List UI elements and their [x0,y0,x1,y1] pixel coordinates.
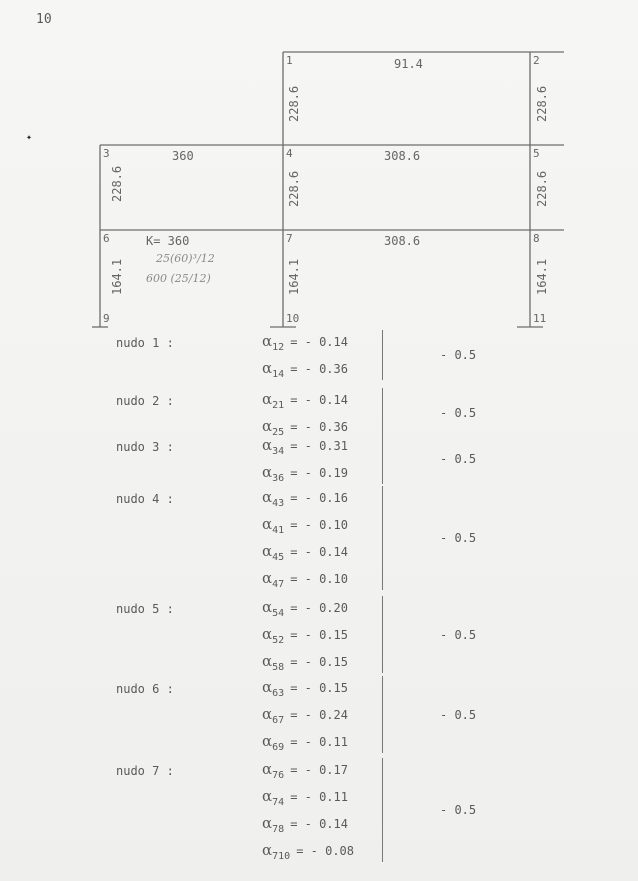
factor-sum: - 0.5 [440,627,477,642]
span-label: 164.1 [287,258,301,295]
distribution-factor [262,678,348,699]
alpha-symbol: α [262,390,273,408]
factor-value: = - 0.31 [290,439,348,453]
alpha-symbol: α [262,436,273,454]
factor-subscript: 52 [272,635,285,646]
span-label: 308.6 [384,149,421,163]
span-label: 228.6 [535,170,549,207]
factor-value: = - 0.15 [290,655,348,669]
node-number: 7 [286,232,293,245]
factor-subscript: 74 [272,797,285,808]
span-label: 228.6 [110,165,124,202]
frame-diagram [0,0,638,340]
alpha-symbol: α [262,332,273,350]
factor-subscript: 14 [272,369,285,380]
node-number: 8 [533,232,540,245]
node-label: nudo 2 : [116,394,174,408]
factor-value: = - 0.10 [290,572,348,586]
alpha-symbol: α [262,542,273,560]
factor-value: = - 0.24 [290,708,348,722]
span-label: 228.6 [287,85,301,122]
node-label: nudo 3 : [116,440,174,454]
sum-brace [374,330,383,380]
node-number: 11 [533,312,547,325]
alpha-symbol: α [262,625,273,643]
factor-value: = - 0.36 [290,362,348,376]
distribution-factor [262,488,348,509]
distribution-factor [262,705,348,726]
distribution-factor [262,417,348,438]
alpha-symbol: α [262,359,273,377]
alpha-symbol: α [262,417,273,435]
alpha-symbol: α [262,787,273,805]
node-number: 6 [103,232,110,245]
factor-subscript: 69 [272,742,285,753]
alpha-symbol: α [262,732,273,750]
distribution-factor [262,515,348,536]
factor-value: = - 0.08 [296,844,354,858]
factor-subscript: 710 [272,851,291,862]
factor-sum: - 0.5 [440,406,477,420]
node-label: nudo 5 : [116,602,174,616]
alpha-symbol: α [262,515,273,533]
alpha-symbol: α [262,760,273,778]
distribution-factor [262,436,348,457]
factor-subscript: 54 [272,608,285,619]
factor-value: = - 0.16 [290,491,348,505]
span-label: 228.6 [535,85,549,122]
handwritten-note: 600 (25/12) [146,272,211,285]
factor-value: = - 0.15 [290,628,348,642]
factor-subscript: 36 [272,473,285,484]
node-label: nudo 4 : [116,492,174,506]
factor-subscript: 58 [272,662,285,673]
span-label: 360 [172,149,194,163]
span-label: 91.4 [394,57,423,71]
alpha-symbol: α [262,463,273,481]
factor-sum: - 0.5 [440,531,477,545]
alpha-symbol: α [262,598,273,616]
alpha-symbol: α [262,678,273,696]
alpha-symbol: α [262,841,273,859]
distribution-factor [262,814,348,835]
node-number: 3 [103,147,110,160]
distribution-factor [262,463,348,484]
factor-subscript: 63 [272,688,285,699]
distribution-factor [262,569,348,590]
factor-value: = - 0.14 [290,545,348,559]
factor-value: = - 0.20 [290,601,348,615]
factor-value: = - 0.15 [290,681,348,695]
span-label: 308.6 [384,234,421,248]
node-number: 10 [286,312,300,325]
alpha-symbol: α [262,705,273,723]
factor-value: = - 0.11 [290,790,348,804]
node-label: nudo 1 : [116,336,174,350]
factor-subscript: 45 [272,552,285,563]
sum-brace [374,434,383,484]
page-number: 10 [36,12,52,27]
factor-subscript: 47 [272,579,285,590]
span-label: 164.1 [110,258,124,295]
distribution-factor [262,359,348,380]
node-number: 9 [103,312,110,325]
node-label: nudo 7 : [116,764,174,778]
distribution-factor [262,787,348,808]
distribution-factor [262,732,348,753]
distribution-factor [262,598,348,619]
factor-value: = - 0.14 [290,335,348,349]
node-number: 4 [286,147,293,160]
factor-subscript: 21 [272,400,285,411]
alpha-symbol: α [262,488,273,506]
node-number: 5 [533,147,540,160]
node-number: 2 [533,54,540,67]
ink-mark: ✦ [26,132,33,143]
distribution-factor [262,652,348,673]
sum-brace [374,388,383,438]
node-number: 1 [286,54,293,67]
distribution-factor [262,390,348,411]
factor-sum: - 0.5 [440,803,477,817]
factor-subscript: 12 [272,342,285,353]
factor-subscript: 34 [272,446,285,457]
factor-value: = - 0.36 [290,420,348,434]
distribution-factor [262,625,348,646]
factor-subscript: 25 [272,427,285,438]
factor-subscript: 78 [272,824,285,835]
sum-brace [374,676,383,753]
handwritten-note: 25(60)³/12 [156,252,215,265]
span-label: K= 360 [146,234,190,248]
factor-subscript: 41 [272,525,285,536]
distribution-factor [262,841,354,862]
alpha-symbol: α [262,814,273,832]
sum-brace [374,758,383,862]
factor-value: = - 0.10 [290,518,348,532]
distribution-factor [262,332,348,353]
factor-value: = - 0.14 [290,393,348,407]
sum-brace [374,486,383,590]
distribution-factor [262,760,348,781]
factor-value: = - 0.19 [290,466,348,480]
factor-subscript: 67 [272,715,285,726]
factor-value: = - 0.14 [290,817,348,831]
span-label: 164.1 [535,258,549,295]
span-label: 228.6 [287,170,301,207]
alpha-symbol: α [262,652,273,670]
factor-sum: - 0.5 [440,348,477,362]
factor-subscript: 43 [272,498,285,509]
node-label: nudo 6 : [116,682,174,696]
sum-brace [374,596,383,673]
factor-sum: - 0.5 [440,707,477,722]
factor-subscript: 76 [272,770,285,781]
factor-value: = - 0.11 [290,735,348,749]
factor-value: = - 0.17 [290,763,348,777]
factor-sum: - 0.5 [440,452,477,466]
distribution-factor [262,542,348,563]
alpha-symbol: α [262,569,273,587]
